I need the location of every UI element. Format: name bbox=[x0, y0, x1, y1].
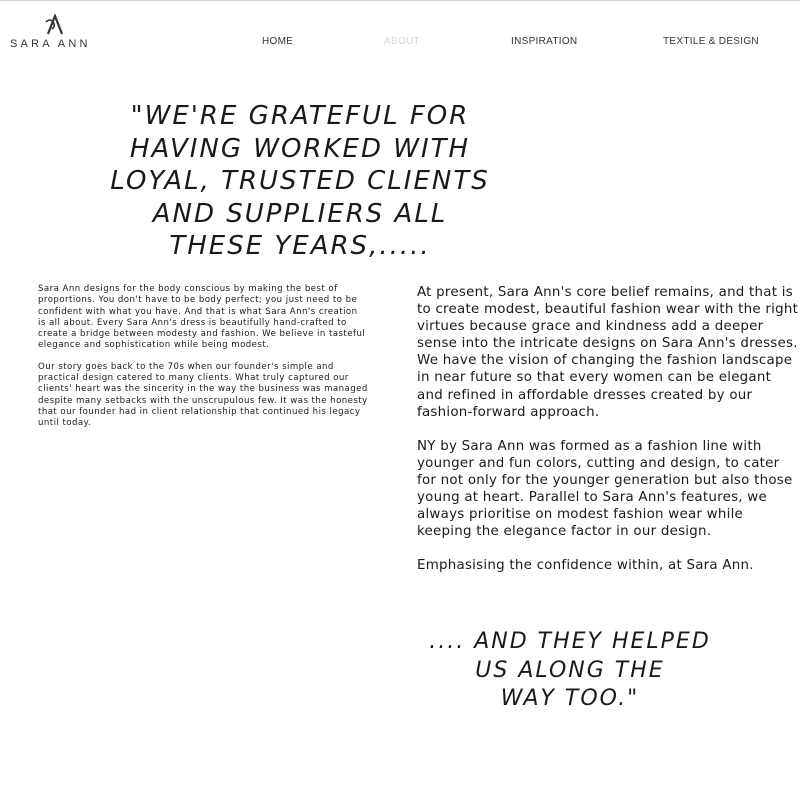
right-paragraph-2: NY by Sara Ann was formed as a fashion line with younger and fun colors, cutting and design, to cater for not only for the younger generation but also those young at heart. Parallel to Sara Ann's features, we always prioritise on modest fashion wear while keeping the elegance factor in our design. bbox=[417, 438, 793, 540]
quote-top: "WE'RE GRATEFUL FOR HAVING WORKED WITH LOYAL, TRUSTED CLIENTS AND SUPPLIERS ALL THESE YEARS,..... bbox=[110, 101, 490, 261]
quote-bottom: .... AND THEY HELPED US ALONG THE WAY TOO." bbox=[429, 629, 711, 711]
right-paragraph-3: Emphasising the confidence within, at Sara Ann. bbox=[417, 558, 754, 574]
right-column bbox=[417, 284, 800, 591]
brand-name: SARA ANN bbox=[10, 38, 91, 50]
brand-logo[interactable] bbox=[10, 14, 100, 54]
nav-item-home[interactable]: HOME bbox=[262, 36, 294, 47]
sa-monogram-icon bbox=[44, 14, 66, 36]
nav-item-textile-design[interactable]: TEXTILE & DESIGN bbox=[663, 36, 759, 47]
nav-item-about[interactable]: ABOUT bbox=[384, 36, 420, 47]
left-column bbox=[38, 284, 368, 440]
top-border bbox=[0, 0, 800, 1]
nav-item-inspiration[interactable]: INSPIRATION bbox=[511, 36, 578, 47]
left-paragraph-2: Our story goes back to the 70s when our founder's simple and practical design catered to many clients. What truly captured our clients' heart was the sincerity in the way the business was managed despite many setbacks with the unscrupulous few. It was the honesty that our founder had in client relationship that continued his legacy until today. bbox=[38, 361, 368, 429]
left-paragraph-1: Sara Ann designs for the body conscious by making the best of proportions. You don't have to be body perfect; you just need to be confident with what you have. And that is what Sara Ann's creation is all about. Every Sara Ann's dress is beautifully hand-crafted to create a bridge between modesty and fashion. We believe in tasteful elegance and sophistication while being modest. bbox=[38, 284, 366, 351]
right-paragraph-1: At present, Sara Ann's core belief remains, and that is to create modest, beautiful fashion wear with the right virtues because grace and kindness add a deeper sense into the intricate designs on Sara Ann's dresses. We have the vision of changing the fashion landscape in near future so that every women can be elegant and refined in affordable dresses created by our fashion-forward approach. bbox=[417, 285, 799, 420]
